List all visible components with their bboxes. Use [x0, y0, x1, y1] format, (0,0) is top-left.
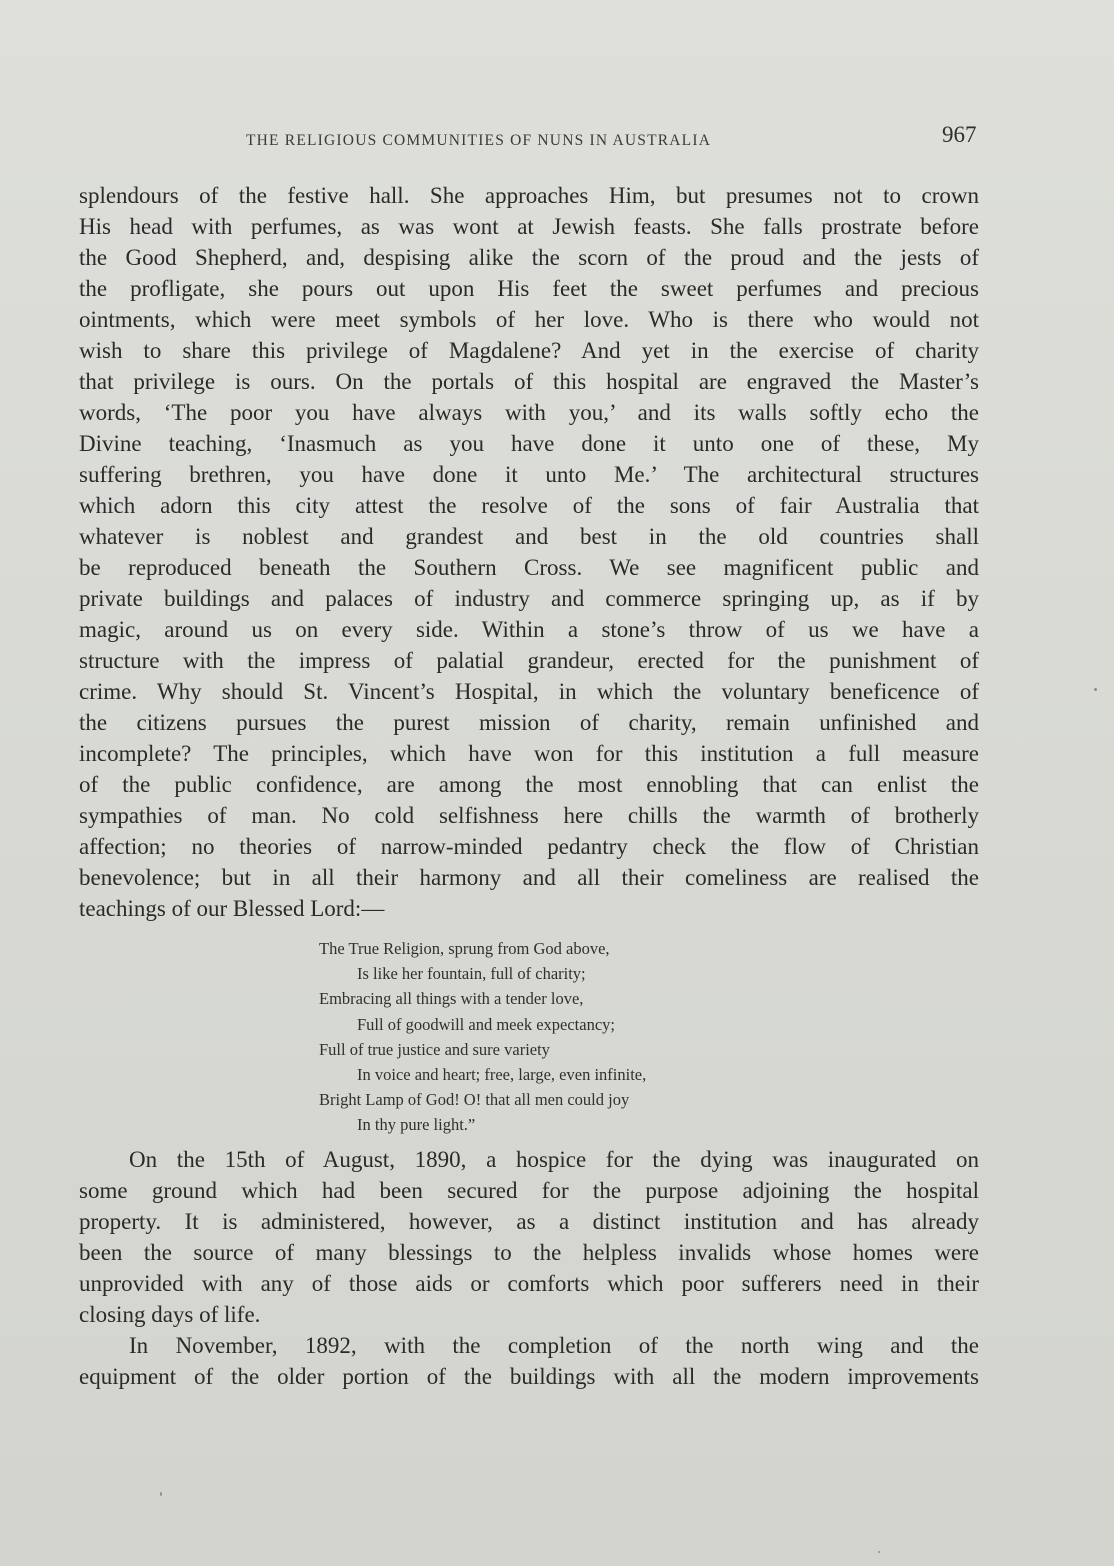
verse-line: Full of goodwill and meek expectancy; [357, 1014, 615, 1034]
paper-speck [878, 1551, 880, 1553]
text-line: that privilege is ours. On the portals of this hospital are engraved the Master’s [79, 369, 979, 394]
text-line: splendours of the festive hall. She approaches Him, but presumes not to crown [79, 183, 979, 208]
text-line: In November, 1892, with the completion of the north wing and the [129, 1333, 979, 1358]
text-line: suffering brethren, you have done it unto Me.’ The architectural structures [79, 462, 979, 487]
paragraph-1 [79, 180, 979, 924]
text-line: the Good Shepherd, and, despising alike the scorn of the proud and the jests of [79, 245, 979, 270]
text-line: words, ‘The poor you have always with you,’ and its walls softly echo the [79, 400, 979, 425]
text-line: property. It is administered, however, as a distinct institution and has already [79, 1209, 979, 1234]
text-line: equipment of the older portion of the buildings with all the modern improvements [79, 1364, 979, 1389]
text-line: affection; no theories of narrow-minded pedantry check the flow of Christian [79, 834, 979, 859]
text-line: crime. Why should St. Vincent’s Hospital, in which the voluntary beneficence of [79, 679, 979, 704]
paragraphs-2-3 [79, 1144, 979, 1392]
running-title: THE RELIGIOUS COMMUNITIES OF NUNS IN AUSTRALIA [246, 132, 712, 149]
text-line: unprovided with any of those aids or comforts which poor sufferers need in their [79, 1271, 979, 1296]
text-line: magic, around us on every side. Within a stone’s throw of us we have a [79, 617, 979, 642]
verse-line: Full of true justice and sure variety [319, 1039, 550, 1059]
verse-line: Is like her fountain, full of charity; [357, 964, 586, 984]
text-line: ointments, which were meet symbols of her love. Who is there who would not [79, 307, 979, 332]
text-line: the profligate, she pours out upon His feet the sweet perfumes and precious [79, 276, 979, 301]
page-number: 967 [942, 122, 977, 147]
text-line: closing days of life. [79, 1302, 261, 1327]
text-line: whatever is noblest and grandest and best in the old countries shall [79, 524, 979, 549]
text-line: On the 15th of August, 1890, a hospice for the dying was inaugurated on [129, 1147, 979, 1172]
verse-line: The True Religion, sprung from God above, [319, 939, 610, 958]
text-line: private buildings and palaces of industry and commerce springing up, as if by [79, 586, 979, 611]
text-line: Divine teaching, ‘Inasmuch as you have done it unto one of these, My [79, 431, 979, 456]
text-line: of the public confidence, are among the most ennobling that can enlist the [79, 772, 979, 797]
verse-line: Bright Lamp of God! O! that all men could joy [319, 1090, 630, 1110]
text-line: incomplete? The principles, which have won for this institution a full measure [79, 741, 979, 766]
text-line: sympathies of man. No cold selfishness here chills the warmth of brotherly [79, 803, 979, 828]
text-line: His head with perfumes, as was wont at Jewish feasts. She falls prostrate before [79, 214, 979, 239]
text-line: benevolence; but in all their harmony and all their comeliness are realised the [79, 865, 979, 890]
verse-line: In voice and heart; free, large, even infinite, [357, 1064, 647, 1084]
text-line: been the source of many blessings to the helpless invalids whose homes were [79, 1240, 979, 1265]
text-line: wish to share this privilege of Magdalene? And yet in the exercise of charity [79, 338, 979, 363]
text-line: be reproduced beneath the Southern Cross. We see magnificent public and [79, 555, 979, 580]
text-line: teachings of our Blessed Lord:— [79, 896, 385, 921]
verse-line: Embracing all things with a tender love, [319, 989, 584, 1009]
text-line: structure with the impress of palatial grandeur, erected for the punishment of [79, 648, 979, 673]
paper-speck [160, 1492, 162, 1496]
verse-line: In thy pure light.” [357, 1115, 476, 1135]
text-line: the citizens pursues the purest mission of charity, remain unfinished and [79, 710, 979, 735]
text-line: which adorn this city attest the resolve of the sons of fair Australia that [79, 493, 979, 518]
paper-speck [1094, 688, 1097, 691]
verse-quotation [319, 936, 646, 1138]
text-line: some ground which had been secured for the purpose adjoining the hospital [79, 1178, 979, 1203]
